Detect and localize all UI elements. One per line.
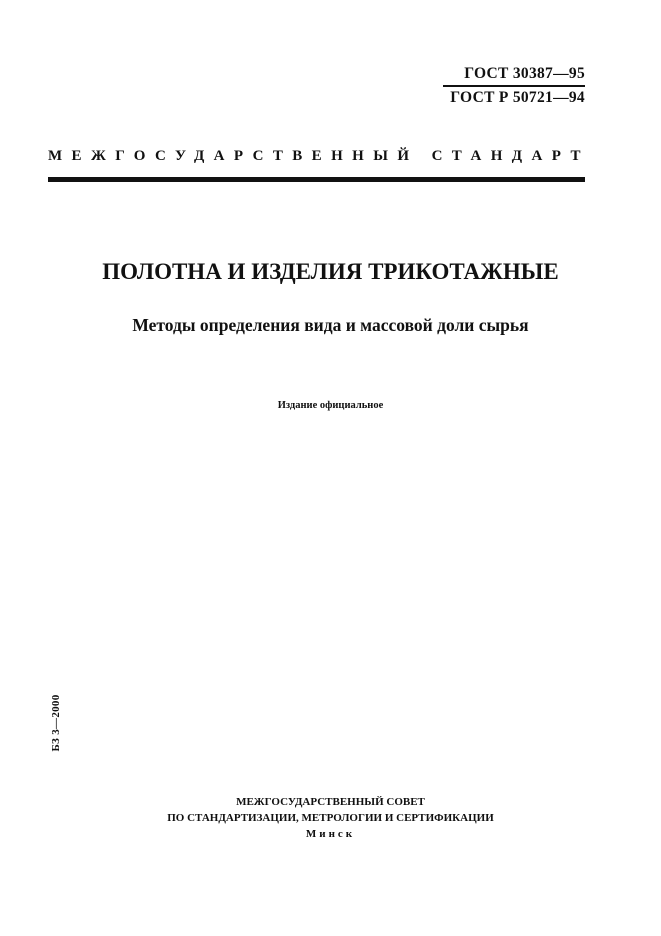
- publisher-line-2: ПО СТАНДАРТИЗАЦИИ, МЕТРОЛОГИИ И СЕРТИФИКАЦИИ: [167, 811, 494, 824]
- publisher-line-1: МЕЖГОСУДАРСТВЕННЫЙ СОВЕТ: [236, 796, 425, 808]
- publisher-city: Минск: [305, 828, 356, 840]
- side-stamp-text: БЗ 3—2000: [50, 694, 62, 752]
- publisher-block: [0, 795, 661, 843]
- document-title: ПОЛОТНА И ИЗДЕЛИЯ ТРИКОТАЖНЫЕ: [102, 259, 559, 284]
- standard-type-heading: МЕЖГОСУДАРСТВЕННЫЙ СТАНДАРТ: [48, 148, 590, 164]
- gost-code-divider: [443, 85, 585, 87]
- side-stamp: [46, 690, 66, 756]
- gost-code-secondary: ГОСТ Р 50721—94: [450, 89, 585, 106]
- edition-note: Издание официальное: [277, 400, 384, 411]
- gost-code-primary: ГОСТ 30387—95: [464, 65, 585, 82]
- document-subtitle: Методы определения вида и массовой доли сырья: [132, 315, 529, 335]
- header-rule: [48, 177, 585, 182]
- gost-codes-block: [443, 64, 585, 108]
